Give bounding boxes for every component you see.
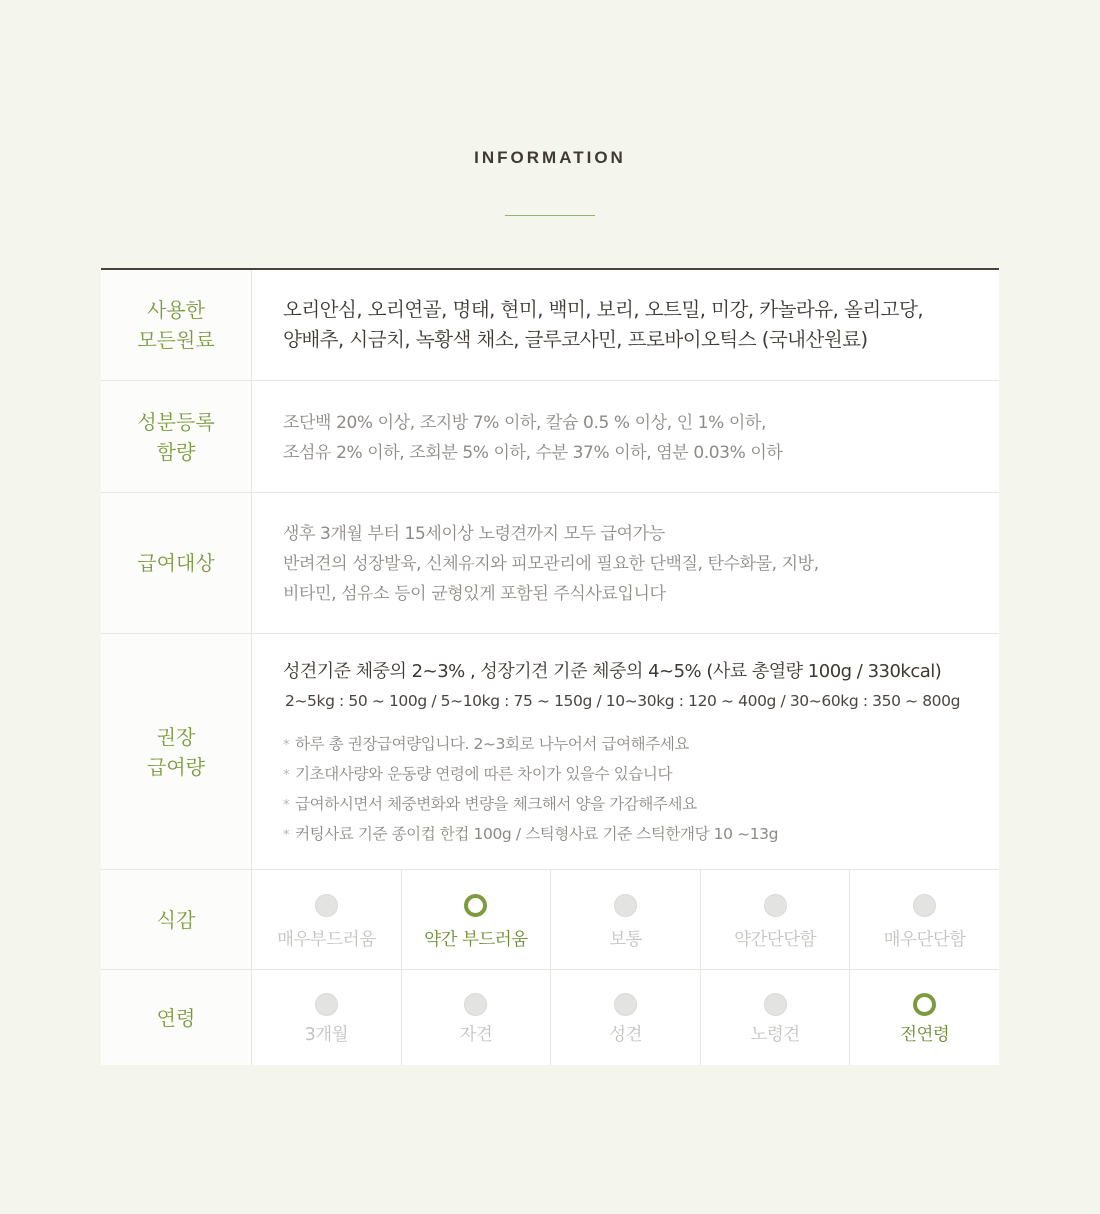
feeding-label-line2: 급여량 [147,754,205,779]
analysis-line1: 조단백 20% 이상, 조지방 7% 이하, 칼슘 0.5 % 이상, 인 1% 이하, [283,413,766,433]
age-option [252,970,402,1065]
age-option [850,970,999,1065]
age-option [402,970,552,1065]
row-target [101,493,999,634]
texture-option-label: 매우단단함 [883,930,966,950]
row-header-age: 연령 [101,970,252,1065]
row-header-ingredients [101,270,252,380]
texture-option [551,870,701,969]
title-divider [505,215,595,216]
asterisk-icon: * [283,738,290,753]
radio-dot-icon [614,993,637,1016]
analysis-line2: 조섬유 2% 이하, 조회분 5% 이하, 수분 37% 이하, 염분 0.03% 이하 [283,443,783,463]
analysis-content [252,381,999,492]
radio-dot-icon [764,894,787,917]
texture-option [252,870,402,969]
age-scale [252,970,999,1065]
texture-option-label: 보통 [609,930,642,950]
radio-dot-icon [764,993,787,1016]
row-texture [101,870,999,970]
feeding-label-line1: 권장 [156,724,196,749]
age-option-label: 3개월 [304,1025,349,1045]
row-header-target: 급여대상 [101,493,252,633]
row-ingredients [101,270,999,381]
feeding-main: 성견기준 체중의 2~3% , 성장기견 기준 체중의 4~5% (사료 총열량 100g / 330kcal) [283,661,942,682]
age-option-label: 성견 [609,1025,642,1045]
ingredients-label-line1: 사용한 [147,298,205,322]
feeding-weight-table: 2~5kg : 50 ~ 100g / 5~10kg : 75 ~ 150g / 10~30kg : 120 ~ 400g / 30~60kg : 350 ~ 800g [285,692,961,710]
ingredients-line2: 양배추, 시금치, 녹황색 채소, 글루코사민, 프로바이오틱스 (국내산원료) [283,328,868,351]
ingredients-label-line2: 모든원료 [137,328,215,352]
feeding-note: * 커팅사료 기준 종이컵 한컵 100g / 스틱형사료 기준 스틱한개당 10 ~13g [283,825,779,843]
asterisk-icon: * [283,828,290,843]
row-feeding [101,634,999,870]
radio-dot-icon [464,993,487,1016]
texture-option [850,870,999,969]
feeding-content [252,634,999,869]
target-line1: 생후 3개월 부터 15세이상 노령견까지 모두 급여가능 [283,524,665,544]
ingredients-line1: 오리안심, 오리연골, 명태, 현미, 백미, 보리, 오트밀, 미강, 카놀라유, 올리고당, [283,298,924,321]
age-option-label: 자견 [459,1025,493,1045]
row-header-feeding [101,634,252,869]
radio-dot-icon [913,993,936,1016]
ingredients-content [252,270,999,380]
age-option [551,970,701,1065]
texture-scale [252,870,999,969]
target-line2: 반려견의 성장발육, 신체유지와 피모관리에 필요한 단백질, 탄수화물, 지방, [283,554,819,574]
row-age [101,970,999,1065]
radio-dot-icon [315,993,338,1016]
texture-option-label: 매우부드러움 [277,930,376,950]
texture-option [701,870,851,969]
row-header-analysis [101,381,252,492]
asterisk-icon: * [283,768,290,783]
radio-dot-icon [614,894,637,917]
age-option-label: 전연령 [900,1025,950,1045]
target-line3: 비타민, 섬유소 등이 균형있게 포함된 주식사료입니다 [283,584,666,604]
feeding-note: * 기초대사량와 운동량 연령에 따른 차이가 있을수 있습니다 [283,765,673,783]
age-option-label: 노령견 [750,1025,800,1045]
radio-dot-icon [464,894,487,917]
feeding-notes [283,730,999,850]
feeding-note: * 급여하시면서 체중변화와 변량을 체크해서 양을 가감해주세요 [283,795,697,813]
texture-option-label: 약간단단함 [734,930,817,950]
row-analysis [101,381,999,493]
radio-dot-icon [315,894,338,917]
age-option [701,970,851,1065]
analysis-label-line1: 성분등록 [137,409,215,434]
radio-dot-icon [913,894,936,917]
analysis-label-line2: 함량 [156,439,196,464]
section-title: INFORMATION [474,148,626,167]
texture-option-label: 약간 부드러움 [424,930,528,950]
texture-option [402,870,552,969]
feeding-note: * 하루 총 권장급여량입니다. 2~3회로 나누어서 급여해주세요 [283,735,689,753]
info-table [101,268,999,1065]
asterisk-icon: * [283,798,290,813]
target-content [252,493,999,633]
row-header-texture: 식감 [101,870,252,969]
